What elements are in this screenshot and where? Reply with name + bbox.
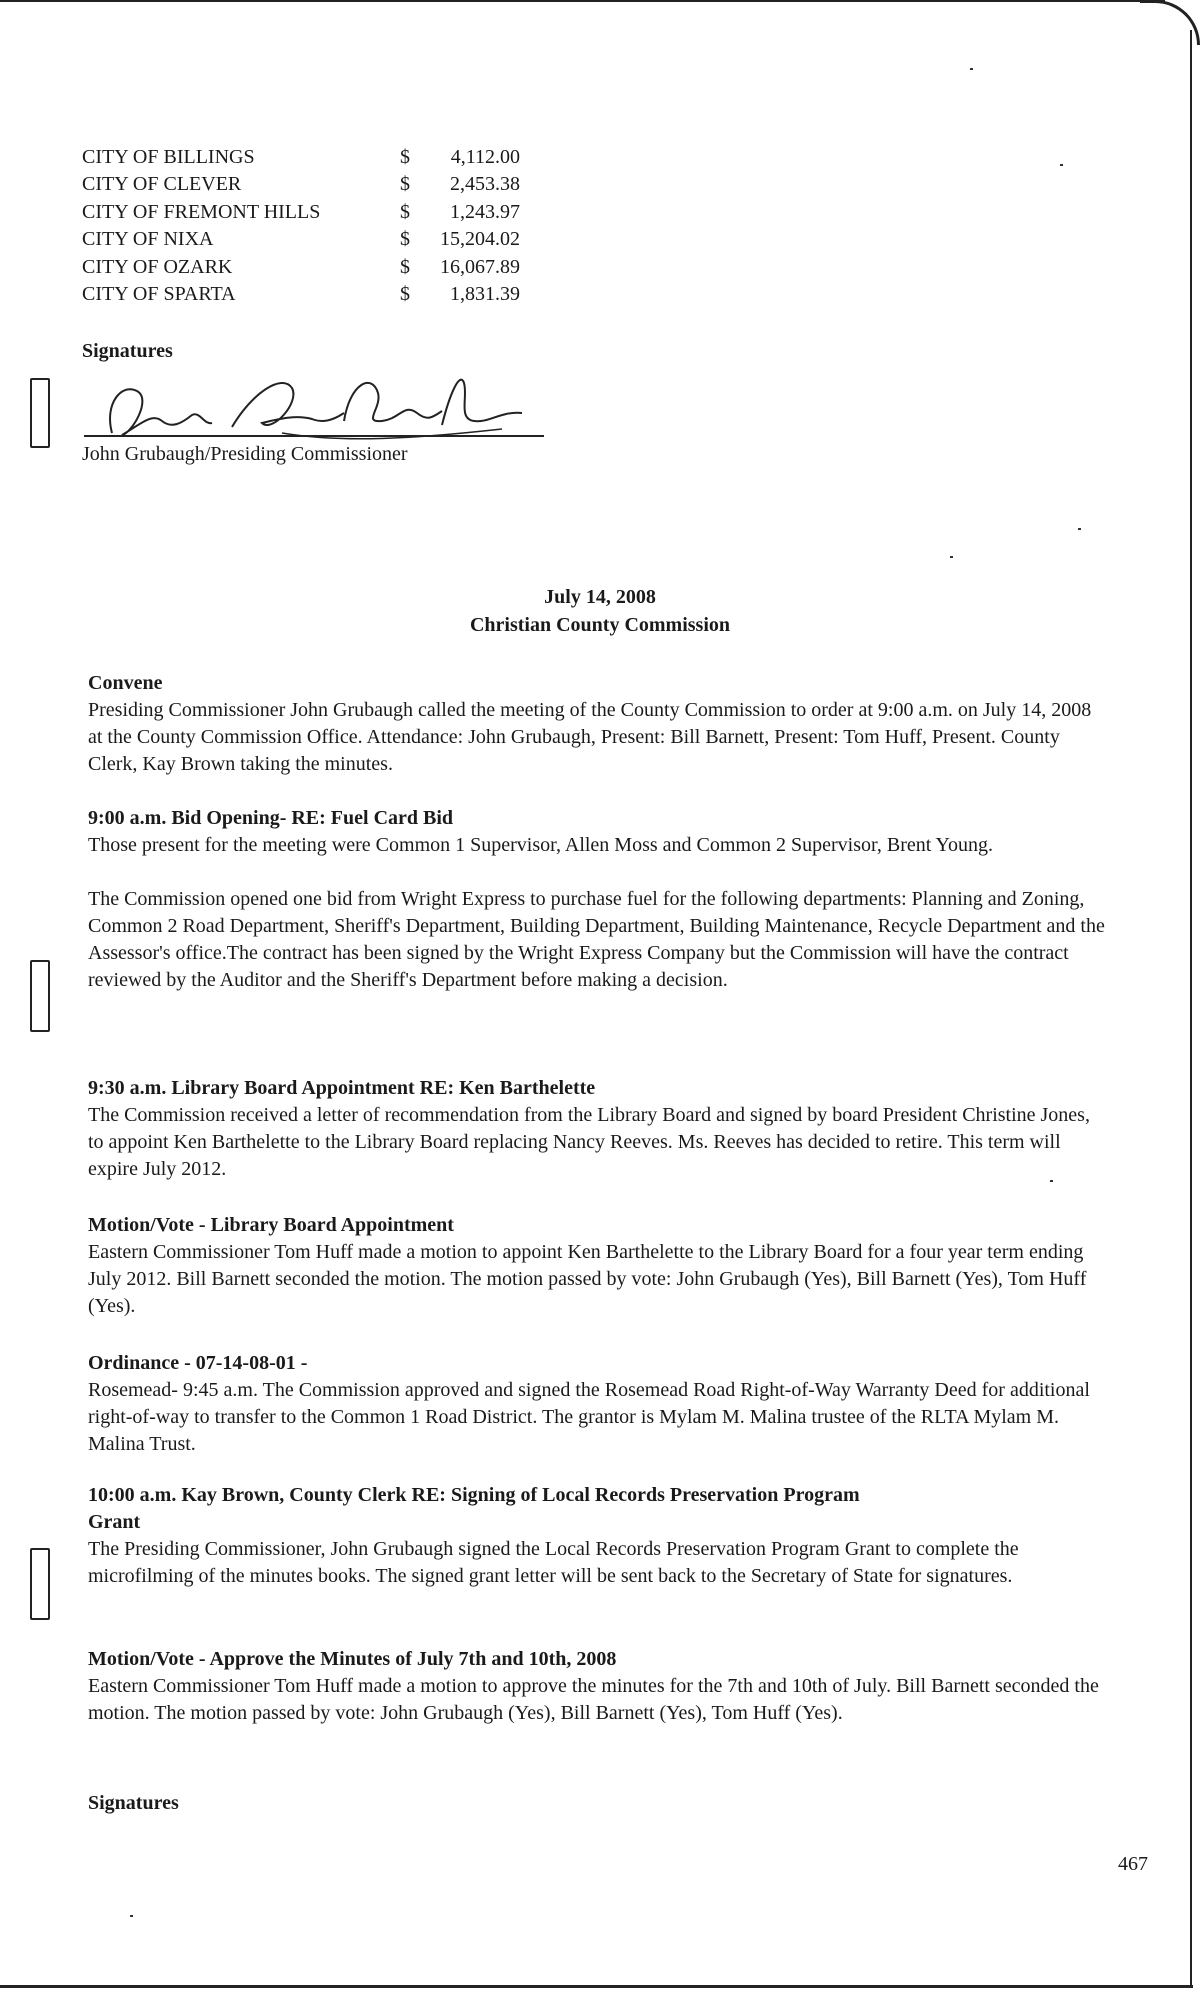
payment-name: CITY OF CLEVER [82,173,242,196]
meeting-body: Christian County Commission [469,614,731,636]
payment-row [82,173,602,200]
section-paragraph: Those present for the meeting were Common 1 Supervisor, Allen Moss and Common 2 Supervisor, Brent Young. [88,834,993,856]
section-bid-opening [88,805,1108,994]
payment-name: CITY OF FREMONT HILLS [82,200,321,223]
payment-row [82,228,602,255]
payment-currency: $ [400,255,410,278]
page-edge-top [0,0,1165,2]
page-edge-bottom [0,1985,1193,1988]
scan-speck [950,556,953,558]
section-records-grant [88,1482,1108,1590]
closing-heading: Signatures [88,1792,179,1814]
signature-caption: John Grubaugh/Presiding Commissioner [82,443,408,465]
scan-speck [1078,528,1081,530]
meeting-date: July 14, 2008 [544,586,656,608]
section-paragraph: The Presiding Commissioner, John Grubaugh signed the Local Records Preservation Program Grant to complete the microfilming of the minutes books. The signed grant letter will be sent back to the Secretary of State for signatures. [88,1538,1019,1587]
section-library-vote [88,1212,1108,1320]
section-paragraph: Rosemead- 9:45 a.m. The Commission approved and signed the Rosemead Road Right-of-Way Warranty Deed for additional right-of-way to transfer to the Common 1 Road District. The grantor is Mylam M. Malina trustee of the RLTA Mylam M. Malina Trust. [88,1379,1090,1455]
margin-mark [30,960,50,1032]
section-title: Motion/Vote - Approve the Minutes of July 7th and 10th, 2008 [88,1648,617,1670]
section-library-board [88,1075,1108,1183]
payment-currency: $ [400,282,410,305]
section-title: 9:00 a.m. Bid Opening- RE: Fuel Card Bid [88,807,454,829]
payment-currency: $ [400,146,410,168]
payment-row [82,256,602,283]
signature-block [82,340,562,466]
section-title: 10:00 a.m. Kay Brown, County Clerk RE: Signing of Local Records Preservation Program Grant [88,1484,860,1533]
scan-speck [970,68,973,70]
payment-name: CITY OF NIXA [82,228,214,251]
closing-signatures [88,1790,1108,1817]
payment-row [82,146,602,173]
payments-list [82,146,602,310]
signature-area [82,363,562,443]
section-paragraph: The Commission received a letter of recommendation from the Library Board and signed by board President Christine Jones, to appoint Ken Barthelette to the Library Board replacing Nancy Reeves. Ms. Reeves has decided to retire. This term will expire July 2012. [88,1104,1090,1180]
section-minutes-vote [88,1646,1108,1727]
payment-amount: 1,243.97 [450,200,520,223]
payment-row [82,201,602,228]
payment-row [82,283,602,310]
signature-line [84,435,544,437]
signature-heading: Signatures [82,340,173,362]
section-convene [88,670,1108,778]
payment-currency: $ [400,228,410,251]
section-paragraph: Presiding Commissioner John Grubaugh called the meeting of the County Commission to order at 9:00 a.m. on July 14, 2008 at the County Commission Office. Attendance: John Grubaugh, Present: Bill Barnett, Present: Tom Huff, Present. County Clerk, Kay Brown taking the minutes. [88,699,1092,775]
payment-amount: 4,112.00 [450,146,520,168]
section-paragraph: Eastern Commissioner Tom Huff made a motion to approve the minutes for the 7th and 10th of July. Bill Barnett seconded the motion. The motion passed by vote: John Grubaugh (Yes), Bill Barnett (Yes), Tom Huff (Yes). [88,1675,1099,1724]
payment-amount: 2,453.38 [450,173,520,196]
payment-currency: $ [400,173,410,196]
payment-amount: 1,831.39 [450,282,520,305]
scan-speck [130,1915,133,1917]
payment-amount: 15,204.02 [440,228,520,251]
margin-mark [30,1548,50,1620]
section-paragraph: The Commission opened one bid from Wright Express to purchase fuel for the following departments: Planning and Zoning, Common 2 Road Department, Sheriff's Department, Building Department, Building Maintenance, Recycle Department and the Assessor's office.The contract has been signed by the Wright Express Company but the Commission will have the contract reviewed by the Auditor and the Sheriff's Department before making a decision. [88,888,1105,991]
section-title: Convene [88,672,163,694]
scan-speck [1050,1180,1053,1182]
payment-currency: $ [400,200,410,223]
section-title: Motion/Vote - Library Board Appointment [88,1214,454,1236]
payment-name: CITY OF SPARTA [82,282,236,305]
handwritten-signature [82,363,552,445]
section-paragraph: Eastern Commissioner Tom Huff made a motion to appoint Ken Barthelette to the Library Board for a four year term ending July 2012. Bill Barnett seconded the motion. The motion passed by vote: John Grubaugh (Yes), Bill Barnett (Yes), Tom Huff (Yes). [88,1241,1087,1317]
section-title: 9:30 a.m. Library Board Appointment RE: Ken Barthelette [88,1077,596,1099]
payment-name: CITY OF BILLINGS [82,146,255,168]
payment-name: CITY OF OZARK [82,255,233,278]
payment-amount: 16,067.89 [440,255,520,278]
page-number: 467 [1118,1853,1148,1875]
margin-mark [30,378,50,448]
page-edge-right [1190,30,1192,1985]
scan-speck [1060,164,1063,166]
section-ordinance [88,1350,1108,1458]
section-title: Ordinance - 07-14-08-01 - [88,1352,308,1374]
